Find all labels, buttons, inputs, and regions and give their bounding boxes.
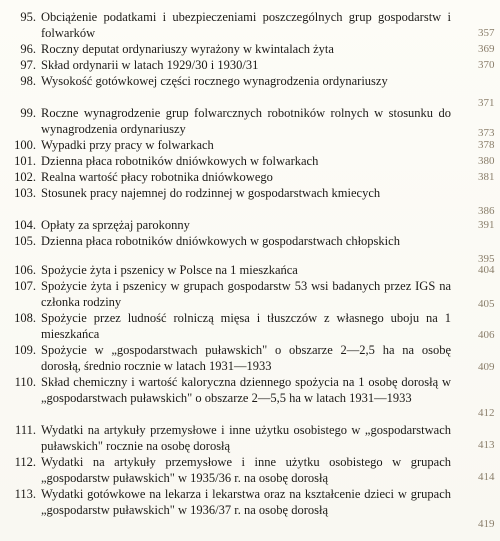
entry-number: 102.: [14, 170, 36, 184]
entry-page: 405: [478, 298, 495, 310]
entry-number: 105.: [14, 234, 36, 248]
list-item: [0, 234, 500, 266]
list-item: [0, 423, 500, 455]
entry-number: 97.: [20, 58, 36, 72]
entry-title: Wydatki na artykuły przemysłowe i inne użytku osobistego w „gospodarstwach puławskich" rocznie na osobę dorosłą: [41, 423, 451, 453]
entry-number: 104.: [14, 218, 36, 232]
entry-title: Spożycie w „gospodarstwach puławskich" o obszarze 2—2,5 ha na osobę dorosłą, średnio rocznie w latach 1931—1933: [41, 343, 451, 373]
list-item: [0, 263, 500, 279]
entry-title: Spożycie przez ludność rolniczą mięsa i tłuszczów z własnego uboju na 1 mieszkańca: [41, 311, 451, 341]
entry-page: 357: [478, 27, 495, 39]
entry-title: Obciążenie podatkami i ubezpieczeniami poszczególnych grup gospodarstw i folwarków: [41, 10, 451, 40]
entry-page: 413: [478, 439, 495, 451]
entry-title: Dzienna płaca robotników dniówkowych w folwarkach: [41, 154, 319, 168]
entry-number: 113.: [14, 487, 36, 501]
entry-title: Wydatki na artykuły przemysłowe i inne użytku osobistego w grupach „gospodarstw puławskich" w 1935/36 r. na osobę dorosłą: [41, 455, 451, 485]
list-item: [0, 154, 500, 170]
list-item: [0, 455, 500, 487]
entry-page: 409: [478, 361, 495, 373]
list-item: [0, 42, 500, 58]
entry-page: 369: [478, 43, 495, 55]
entry-number: 95.: [20, 10, 36, 24]
entry-number: 96.: [20, 42, 36, 56]
list-item: [0, 138, 500, 154]
entry-title: Skład ordynarii w latach 1929/30 i 1930/31: [41, 58, 259, 72]
list-item: [0, 279, 500, 311]
entry-title: Spożycie żyta i pszenicy w Polsce na 1 mieszkańca: [41, 263, 298, 277]
entry-page: 406: [478, 329, 495, 341]
entry-number: 101.: [14, 154, 36, 168]
entry-page: 395: [478, 253, 495, 265]
list-item: [0, 10, 500, 42]
entry-page: 412: [478, 407, 495, 419]
entry-page: 370: [478, 59, 495, 71]
entry-title: Roczne wynagrodzenie grup folwarcznych robotników rolnych w stosunku do wynagrodzenia ordynariuszy: [41, 106, 451, 136]
entry-title: Wysokość gotówkowej części rocznego wynagrodzenia ordynariuszy: [41, 74, 388, 88]
entry-page: 419: [478, 518, 495, 530]
entry-page: 414: [478, 471, 495, 483]
entry-title: Stosunek pracy najemnej do rodzinnej w gospodarstwach kmiecych: [41, 186, 381, 200]
entry-number: 110.: [14, 375, 36, 389]
list-item: [0, 487, 500, 535]
entry-page: 404: [478, 264, 495, 276]
entry-number: 103.: [14, 186, 36, 200]
entry-page: 381: [478, 171, 495, 183]
list-item: [0, 74, 500, 109]
entry-page: 380: [478, 155, 495, 167]
entry-number: 98.: [20, 74, 36, 88]
entry-title: Opłaty za sprzężaj parokonny: [41, 218, 190, 232]
entry-number: 106.: [14, 263, 36, 277]
list-item: [0, 218, 500, 234]
entry-title: Spożycie żyta i pszenicy w grupach gospodarstw 53 wsi badanych przez IGS na członka rodziny: [41, 279, 451, 309]
entry-number: 111.: [15, 423, 36, 437]
list-item: [0, 375, 500, 423]
entry-page: 378: [478, 139, 495, 151]
list-item: [0, 186, 500, 218]
entry-number: 109.: [14, 343, 36, 357]
entry-number: 108.: [14, 311, 36, 325]
entry-title: Wypadki przy pracy w folwarkach: [41, 138, 214, 152]
list-item: [0, 343, 500, 375]
entry-title: Realna wartość płacy robotnika dniówkowego: [41, 170, 273, 184]
entry-page: 373: [478, 127, 495, 139]
entry-title: Skład chemiczny i wartość kaloryczna dziennego spożycia na 1 osobę dorosłą w „gospodarstwach puławskich" o obszarze 2—5,5 ha w latach 1931—1933: [41, 375, 451, 405]
entry-title: Wydatki gotówkowe na lekarza i lekarstwa oraz na kształcenie dzieci w grupach „gospodarstw puławskich" w 1936/37 r. na osobę dorosłą: [41, 487, 451, 517]
entry-title: Dzienna płaca robotników dniówkowych w gospodarstwach chłopskich: [41, 234, 400, 248]
entry-number: 107.: [14, 279, 36, 293]
entry-page: 391: [478, 219, 495, 231]
entry-title: Roczny deputat ordynariuszy wyrażony w kwintalach żyta: [41, 42, 334, 56]
entry-number: 112.: [14, 455, 36, 469]
list-item: [0, 311, 500, 343]
list-item: [0, 170, 500, 186]
entry-number: 99.: [20, 106, 36, 120]
entry-number: 100.: [14, 138, 36, 152]
list-item: [0, 106, 500, 138]
entry-page: 371: [478, 97, 495, 109]
list-item: [0, 58, 500, 74]
entry-page: 386: [478, 205, 495, 217]
